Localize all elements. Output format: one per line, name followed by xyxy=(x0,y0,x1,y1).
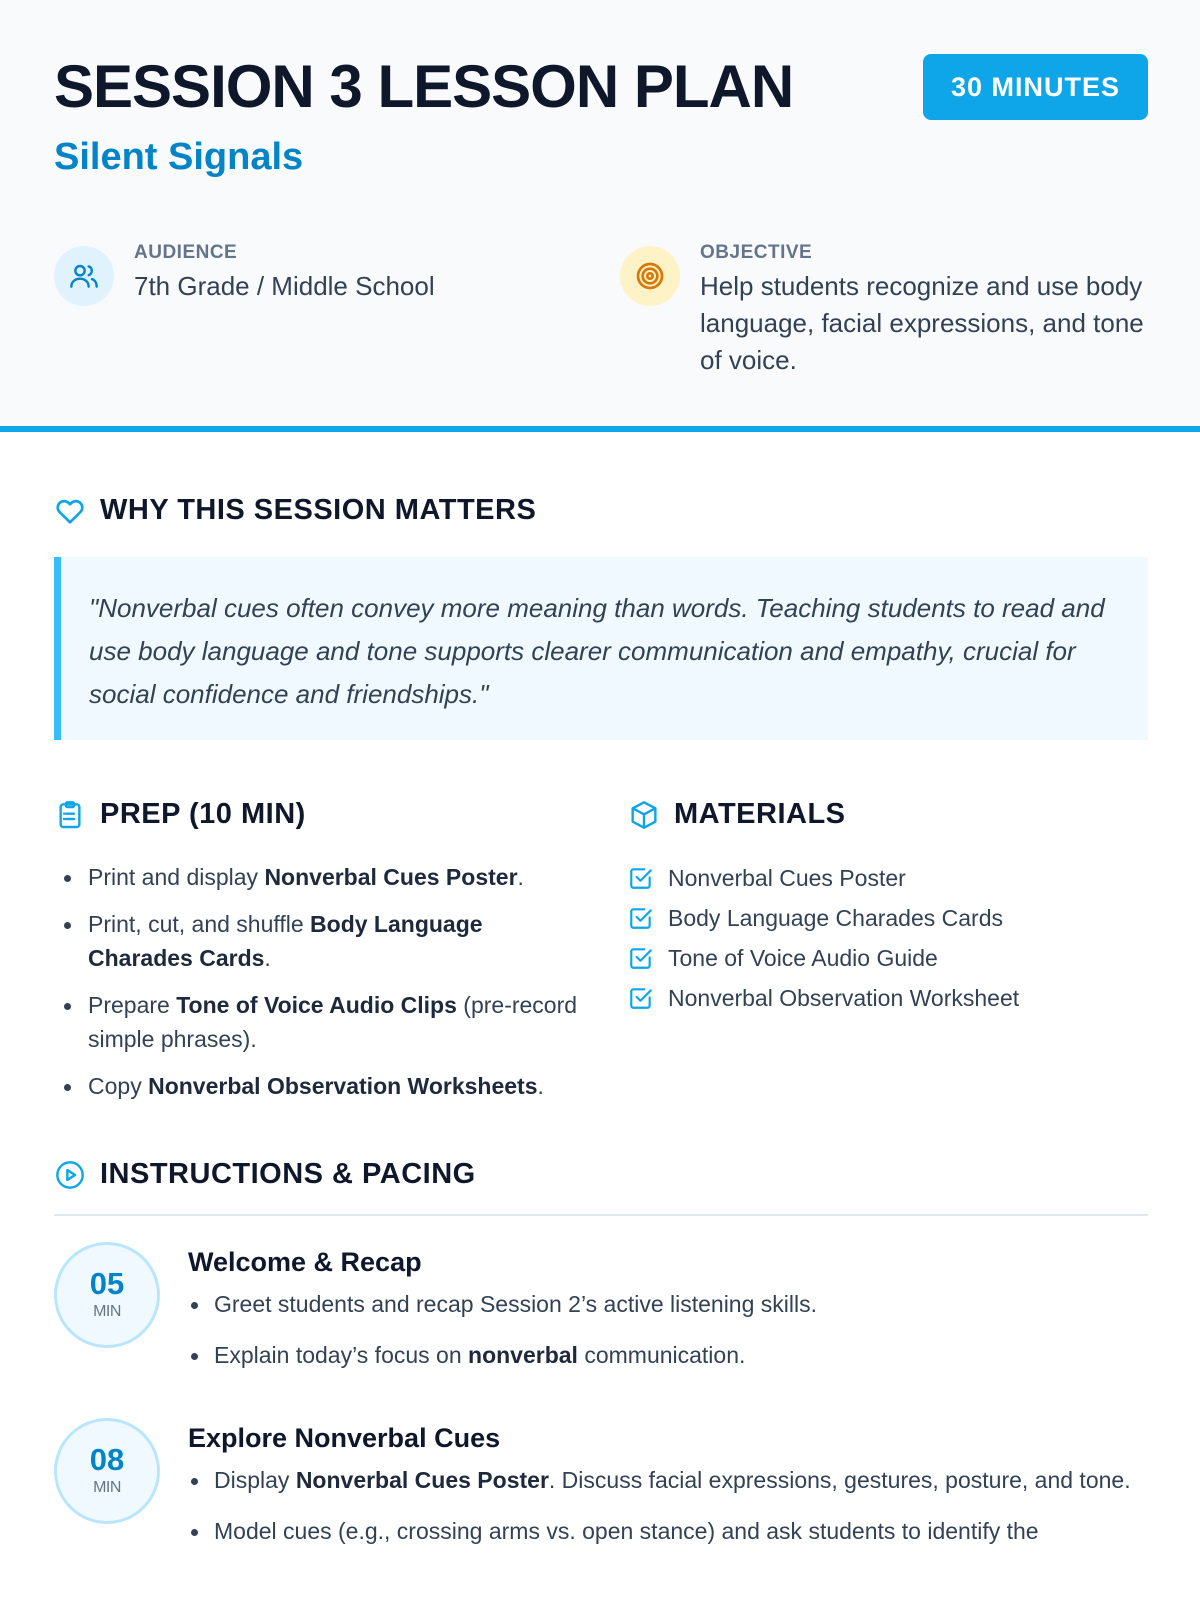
list-item: Model cues (e.g., crossing arms vs. open stance) and ask students to identify the xyxy=(188,1513,1148,1549)
prep-list xyxy=(60,860,580,1116)
step-time-badge xyxy=(54,1418,160,1524)
material-label: Body Language Charades Cards xyxy=(668,904,1004,931)
list-item: Print, cut, and shuffle Body Language Charades Cards. xyxy=(60,907,580,975)
materials-section-heading xyxy=(628,798,846,831)
page-title: SESSION 3 LESSON PLAN xyxy=(54,53,794,120)
step-title: Welcome & Recap xyxy=(188,1247,422,1277)
why-section-title: WHY THIS SESSION MATTERS xyxy=(100,494,537,526)
materials-section-title: MATERIALS xyxy=(674,798,846,830)
why-quote: "Nonverbal cues often convey more meaning than words. Teaching students to read and use body language and tone supports clearer communication and empathy, crucial for social confidence and friendships." xyxy=(54,557,1148,740)
step-minutes: 05 xyxy=(89,1266,125,1301)
material-label: Nonverbal Observation Worksheet xyxy=(668,984,1020,1011)
step-minutes: 08 xyxy=(89,1442,125,1477)
why-section-heading xyxy=(54,494,536,527)
checkbox-checked-icon xyxy=(628,865,654,891)
instructions-section-title: INSTRUCTIONS & PACING xyxy=(100,1158,476,1190)
lesson-header xyxy=(0,0,1200,432)
audience-label: AUDIENCE xyxy=(134,242,238,263)
list-item: Greet students and recap Session 2’s active listening skills. xyxy=(188,1286,1148,1322)
list-item: Prepare Tone of Voice Audio Clips (pre-record simple phrases). xyxy=(60,988,580,1056)
step-time-badge xyxy=(54,1242,160,1348)
checkbox-checked-icon xyxy=(628,945,654,971)
clipboard-list-icon xyxy=(54,799,86,831)
audience-value: 7th Grade / Middle School xyxy=(134,271,435,301)
checkbox-checked-icon xyxy=(628,905,654,931)
prep-section-title: PREP (10 MIN) xyxy=(100,798,306,830)
step-title: Explore Nonverbal Cues xyxy=(188,1423,501,1453)
instructions-section-heading xyxy=(54,1158,476,1191)
objective-value: Help students recognize and use body language, facial expressions, and tone of voice. xyxy=(700,271,1144,375)
duration-badge: 30 MINUTES xyxy=(923,54,1148,120)
step-unit: MIN xyxy=(93,1303,121,1320)
checkbox-checked-icon xyxy=(628,985,654,1011)
materials-list xyxy=(628,858,1148,1018)
material-item xyxy=(628,978,1148,1018)
material-label: Tone of Voice Audio Guide xyxy=(668,944,938,971)
heart-icon xyxy=(54,495,86,527)
material-item xyxy=(628,898,1148,938)
prep-section-heading xyxy=(54,798,306,831)
step-unit: MIN xyxy=(93,1479,121,1496)
target-icon xyxy=(620,246,680,306)
step-bullets xyxy=(188,1286,1148,1373)
list-item: Print and display Nonverbal Cues Poster. xyxy=(60,860,580,894)
list-item: Copy Nonverbal Observation Worksheets. xyxy=(60,1069,580,1103)
lesson-subtitle: Silent Signals xyxy=(54,136,304,178)
objective-label: OBJECTIVE xyxy=(700,242,813,263)
list-item: Display Nonverbal Cues Poster. Discuss facial expressions, gestures, posture, and tone. xyxy=(188,1462,1148,1498)
users-icon xyxy=(54,246,114,306)
material-item xyxy=(628,938,1148,978)
list-item: Explain today’s focus on nonverbal communication. xyxy=(188,1337,1148,1373)
step-bullets xyxy=(188,1462,1148,1549)
play-circle-icon xyxy=(54,1159,86,1191)
section-divider xyxy=(54,1214,1148,1216)
box-icon xyxy=(628,799,660,831)
material-label: Nonverbal Cues Poster xyxy=(668,864,906,891)
material-item xyxy=(628,858,1148,898)
